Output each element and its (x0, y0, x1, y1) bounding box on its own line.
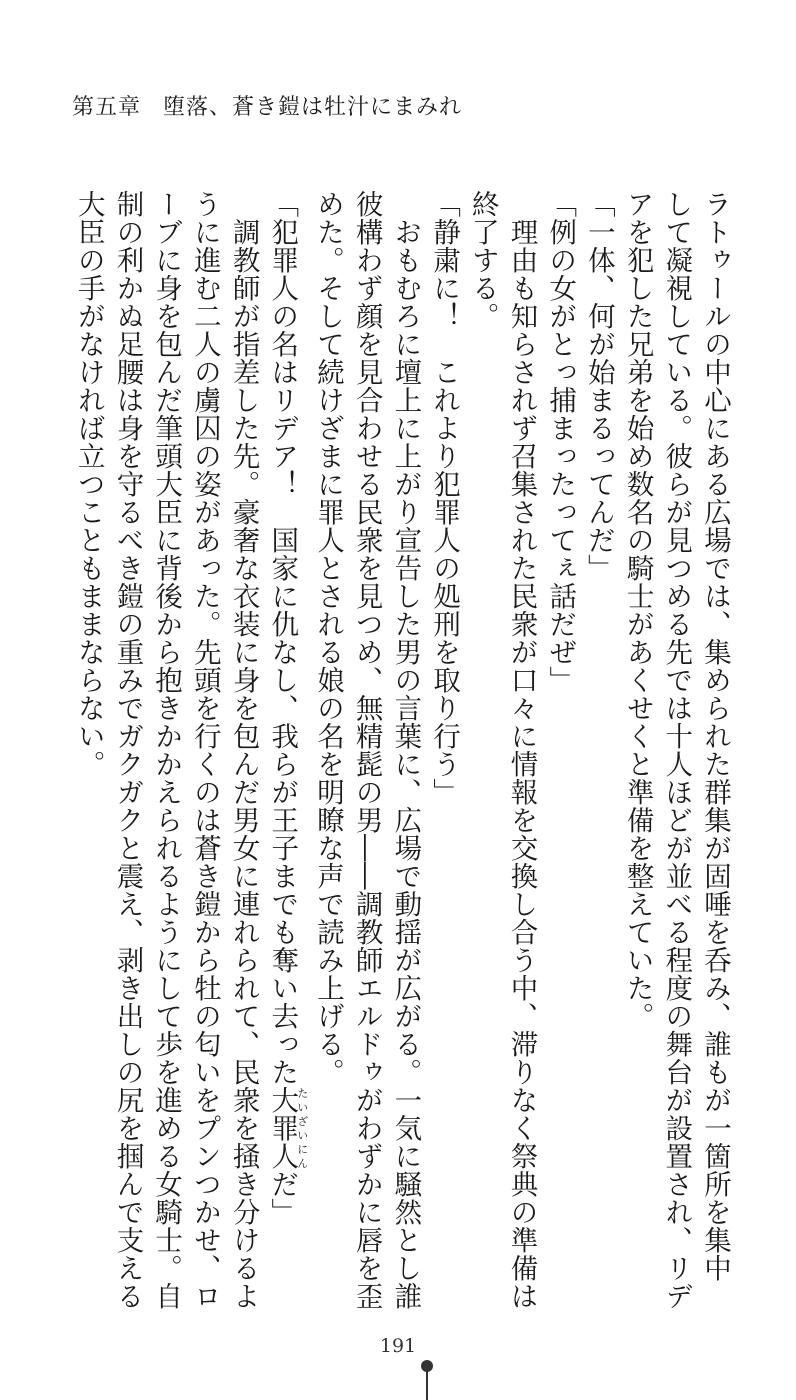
ruby-word: 大罪人たいざいにん (266, 1086, 309, 1170)
text-line: おもむろに壇上に上がり宣告した男の言葉に、広場で動揺が広がる。一気に騒然とし誰 (389, 190, 422, 1310)
body-text (34, 190, 734, 1310)
text-line: ラトゥールの中心にある広場では、集められた群集が固唾を呑み、誰もが一箇所を集中 (699, 190, 731, 1282)
page-number: 191 (379, 1335, 417, 1357)
text-line: ーブに身を包んだ筆頭大臣に背後から抱きかかえられるようにして歩を進める女騎士。自 (150, 190, 183, 1310)
chapter-number: 第五章 (72, 95, 142, 120)
text-line: 調教師が指差した先。豪奢な衣装に身を包んだ男女に連れられて、民衆を掻き分けるよ (227, 190, 260, 1310)
text-line: して凝視している。彼らが見つめる先では十人ほどが並べる程度の舞台が設置され、リデ (660, 190, 693, 1310)
text-line-with-ruby: 「犯罪人の名はリデア！ 国家に仇なし、我らが王子までも奪い去った大罪人たいざいにんだ」 (266, 190, 309, 1226)
text-line: 彼構わず顔を見合わせる民衆を見つめ、無精髭の男――調教師エルドゥがわずかに唇を歪 (350, 190, 383, 1310)
text-line: 「静粛に！ これより犯罪人の処刑を取り行う」 (428, 190, 461, 806)
page-ornament-icon (420, 1360, 434, 1400)
text-line: 理由も知らされず召集された民衆が口々に情報を交換し合う中、滞りなく祭典の準備は (505, 190, 538, 1310)
chapter-title: 堕落、蒼き鎧は牡汁にまみれ (163, 95, 463, 120)
text-line: めた。そして続けざまに罪人とされる娘の名を明瞭な声で読み上げる。 (311, 190, 344, 1086)
text-line: 制の利かぬ足腰は身を守るべき鎧の重みでガクガクと震え、剥き出しの尻を掴んで支える (111, 190, 144, 1310)
text-line: 大臣の手がなければ立つこともままならない。 (72, 190, 105, 778)
text-line: うに進む二人の虜囚の姿があった。先頭を行くのは蒼き鎧から牡の匂いをプンつかせ、ロ (188, 190, 221, 1310)
chapter-header (72, 90, 462, 121)
text-line: 終了する。 (466, 190, 499, 330)
ruby-reading: たいざいにん (295, 1086, 309, 1170)
text-line: アを犯した兄弟を始め数名の騎士があくせくと準備を整えていた。 (621, 190, 654, 1030)
text-line: 「一体、何が始まるってんだ」 (582, 190, 615, 582)
text-line: 「例の女がとっ捕まったってぇ話だぜ」 (544, 190, 577, 694)
